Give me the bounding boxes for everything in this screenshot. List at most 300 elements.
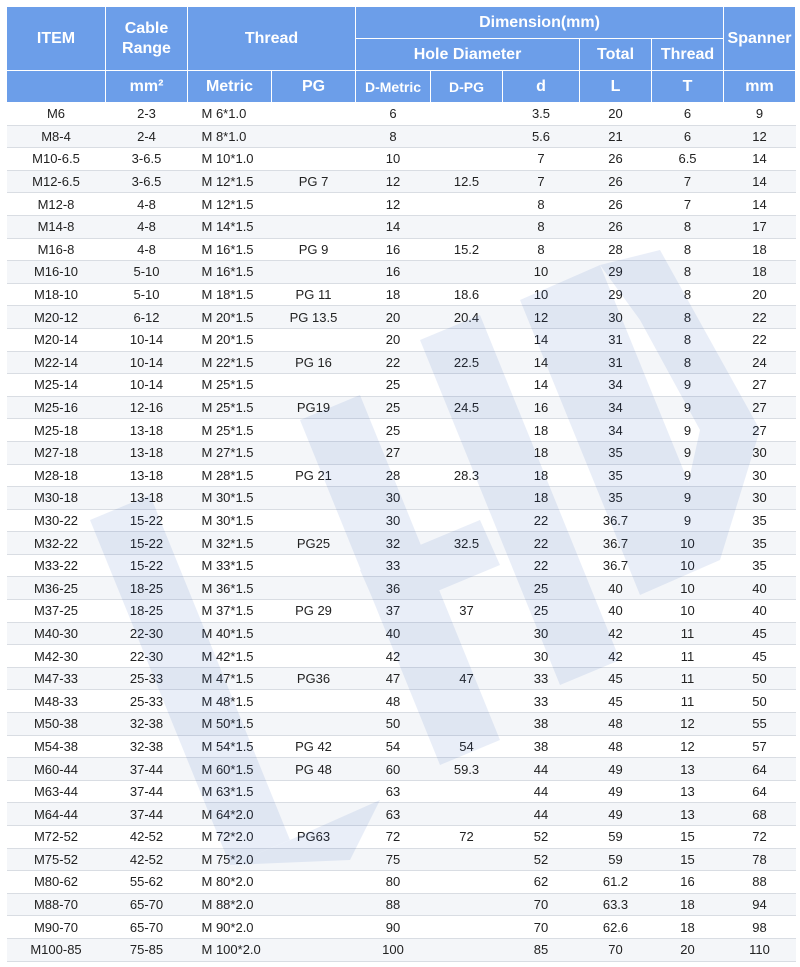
cell-pg [272, 215, 356, 238]
cell-d: 30 [503, 645, 580, 668]
cell-d: 8 [503, 193, 580, 216]
cell-pg [272, 487, 356, 510]
cell-d: 22 [503, 509, 580, 532]
cell-range: 2-4 [106, 125, 188, 148]
cell-spanner: 30 [724, 464, 796, 487]
cell-L: 26 [580, 215, 652, 238]
cell-range: 25-33 [106, 690, 188, 713]
cell-T: 13 [652, 780, 724, 803]
cell-metric: M 8*1.0 [188, 125, 272, 148]
cell-spanner: 88 [724, 871, 796, 894]
table-row [7, 396, 796, 419]
table-row [7, 261, 796, 284]
cell-spanner: 24 [724, 351, 796, 374]
cell-metric: M 10*1.0 [188, 148, 272, 171]
cell-L: 36.7 [580, 509, 652, 532]
cell-L: 31 [580, 351, 652, 374]
cell-d-pg [431, 893, 503, 916]
cell-pg [272, 193, 356, 216]
cell-L: 31 [580, 328, 652, 351]
cell-L: 63.3 [580, 893, 652, 916]
cell-range: 10-14 [106, 328, 188, 351]
cell-T: 9 [652, 464, 724, 487]
cell-d-metric: 63 [356, 780, 431, 803]
cell-d-metric: 90 [356, 916, 431, 939]
cell-spanner: 30 [724, 487, 796, 510]
cell-spanner: 45 [724, 622, 796, 645]
cell-d: 52 [503, 826, 580, 849]
cell-item: M25-18 [7, 419, 106, 442]
cell-pg: PG 13.5 [272, 306, 356, 329]
cell-range: 15-22 [106, 554, 188, 577]
cell-metric: M 40*1.5 [188, 622, 272, 645]
cell-metric: M 22*1.5 [188, 351, 272, 374]
cell-d-pg [431, 103, 503, 126]
table-row [7, 667, 796, 690]
table-row [7, 306, 796, 329]
cell-d-pg [431, 487, 503, 510]
cell-item: M50-38 [7, 713, 106, 736]
cell-range: 37-44 [106, 803, 188, 826]
cell-range: 12-16 [106, 396, 188, 419]
cell-range: 4-8 [106, 215, 188, 238]
cell-item: M48-33 [7, 690, 106, 713]
cell-d-pg: 72 [431, 826, 503, 849]
cell-d: 25 [503, 577, 580, 600]
cell-item: M33-22 [7, 554, 106, 577]
header-spanner-unit: mm [724, 71, 796, 103]
cell-d: 70 [503, 916, 580, 939]
cell-d-metric: 60 [356, 758, 431, 781]
cell-pg: PG 11 [272, 283, 356, 306]
cell-metric: M 75*2.0 [188, 848, 272, 871]
cell-d: 70 [503, 893, 580, 916]
cell-T: 6.5 [652, 148, 724, 171]
cell-T: 13 [652, 803, 724, 826]
header-T: T [652, 71, 724, 103]
cell-range: 5-10 [106, 261, 188, 284]
header-L: L [580, 71, 652, 103]
table-row [7, 351, 796, 374]
cell-d-pg: 54 [431, 735, 503, 758]
cell-d-metric: 16 [356, 238, 431, 261]
table-row [7, 419, 796, 442]
cell-pg [272, 893, 356, 916]
cell-range: 75-85 [106, 938, 188, 961]
cell-spanner: 40 [724, 577, 796, 600]
cell-d-pg [431, 848, 503, 871]
cell-L: 62.6 [580, 916, 652, 939]
header-metric: Metric [188, 71, 272, 103]
cell-range: 10-14 [106, 351, 188, 374]
cell-L: 34 [580, 374, 652, 397]
cell-item: M12-6.5 [7, 170, 106, 193]
cell-T: 8 [652, 351, 724, 374]
cell-item: M14-8 [7, 215, 106, 238]
cell-metric: M 88*2.0 [188, 893, 272, 916]
cell-d-metric: 48 [356, 690, 431, 713]
header-total: Total [580, 39, 652, 71]
cell-L: 35 [580, 487, 652, 510]
cell-item: M54-38 [7, 735, 106, 758]
cell-spanner: 64 [724, 780, 796, 803]
cell-d: 38 [503, 713, 580, 736]
cell-L: 21 [580, 125, 652, 148]
cell-spanner: 64 [724, 758, 796, 781]
cell-d-metric: 10 [356, 148, 431, 171]
cell-pg [272, 622, 356, 645]
cell-T: 8 [652, 215, 724, 238]
cell-d-metric: 40 [356, 622, 431, 645]
table-row [7, 803, 796, 826]
cell-item: M30-22 [7, 509, 106, 532]
cell-range: 3-6.5 [106, 148, 188, 171]
cell-metric: M 16*1.5 [188, 261, 272, 284]
cell-metric: M 80*2.0 [188, 871, 272, 894]
cell-d-metric: 100 [356, 938, 431, 961]
cell-item: M60-44 [7, 758, 106, 781]
cell-d: 85 [503, 938, 580, 961]
table-row [7, 170, 796, 193]
cell-d-metric: 20 [356, 328, 431, 351]
cell-item: M75-52 [7, 848, 106, 871]
cell-d-pg [431, 622, 503, 645]
cell-metric: M 25*1.5 [188, 396, 272, 419]
cell-pg [272, 328, 356, 351]
cell-item: M63-44 [7, 780, 106, 803]
table-row [7, 916, 796, 939]
cell-d-metric: 16 [356, 261, 431, 284]
cell-d-pg [431, 148, 503, 171]
cell-metric: M 50*1.5 [188, 713, 272, 736]
cell-spanner: 18 [724, 238, 796, 261]
cell-range: 42-52 [106, 826, 188, 849]
cell-L: 61.2 [580, 871, 652, 894]
cell-d-pg [431, 509, 503, 532]
cell-spanner: 17 [724, 215, 796, 238]
cell-T: 8 [652, 238, 724, 261]
cell-pg [272, 554, 356, 577]
cell-spanner: 110 [724, 938, 796, 961]
cell-d: 52 [503, 848, 580, 871]
cell-pg [272, 916, 356, 939]
cell-L: 40 [580, 600, 652, 623]
cell-T: 9 [652, 441, 724, 464]
cell-range: 13-18 [106, 464, 188, 487]
table-row [7, 125, 796, 148]
cell-d-metric: 28 [356, 464, 431, 487]
header-d-pg: D-PG [431, 71, 503, 103]
cell-range: 15-22 [106, 509, 188, 532]
cell-T: 10 [652, 600, 724, 623]
cell-d-pg [431, 328, 503, 351]
cell-d-pg [431, 938, 503, 961]
cell-d-metric: 30 [356, 487, 431, 510]
cell-d-metric: 36 [356, 577, 431, 600]
header-dimension: Dimension(mm) [356, 7, 724, 39]
cell-L: 29 [580, 283, 652, 306]
cell-d-pg: 47 [431, 667, 503, 690]
cell-spanner: 45 [724, 645, 796, 668]
cell-item: M28-18 [7, 464, 106, 487]
cell-spanner: 27 [724, 374, 796, 397]
cell-d: 3.5 [503, 103, 580, 126]
cell-d-metric: 47 [356, 667, 431, 690]
cell-d-metric: 12 [356, 193, 431, 216]
cell-T: 9 [652, 374, 724, 397]
cell-d-pg [431, 554, 503, 577]
table-row [7, 848, 796, 871]
cell-range: 65-70 [106, 916, 188, 939]
cell-item: M42-30 [7, 645, 106, 668]
cell-metric: M 47*1.5 [188, 667, 272, 690]
cell-d-metric: 6 [356, 103, 431, 126]
cell-T: 9 [652, 509, 724, 532]
spec-table-container [6, 6, 795, 962]
table-row [7, 148, 796, 171]
cell-T: 12 [652, 713, 724, 736]
cell-d: 7 [503, 148, 580, 171]
cell-metric: M 37*1.5 [188, 600, 272, 623]
cell-L: 20 [580, 103, 652, 126]
cell-d-metric: 88 [356, 893, 431, 916]
cell-d-metric: 30 [356, 509, 431, 532]
cell-metric: M 12*1.5 [188, 170, 272, 193]
cell-pg [272, 441, 356, 464]
table-row [7, 690, 796, 713]
cell-d-pg [431, 193, 503, 216]
cell-d-pg [431, 419, 503, 442]
table-row [7, 871, 796, 894]
cell-d-pg: 15.2 [431, 238, 503, 261]
cell-item: M18-10 [7, 283, 106, 306]
header-pg: PG [272, 71, 356, 103]
table-row [7, 554, 796, 577]
cell-d-pg [431, 871, 503, 894]
cell-metric: M 30*1.5 [188, 509, 272, 532]
cell-item: M16-8 [7, 238, 106, 261]
cell-metric: M 20*1.5 [188, 306, 272, 329]
cell-pg [272, 645, 356, 668]
cell-L: 26 [580, 148, 652, 171]
table-row [7, 487, 796, 510]
cell-d-pg: 24.5 [431, 396, 503, 419]
cell-d-pg [431, 780, 503, 803]
cell-d-pg: 22.5 [431, 351, 503, 374]
cell-pg [272, 713, 356, 736]
cell-d-pg [431, 803, 503, 826]
cell-d: 12 [503, 306, 580, 329]
cell-metric: M 25*1.5 [188, 419, 272, 442]
cell-L: 59 [580, 826, 652, 849]
cell-range: 18-25 [106, 577, 188, 600]
cell-T: 11 [652, 667, 724, 690]
cell-T: 9 [652, 487, 724, 510]
cell-L: 70 [580, 938, 652, 961]
table-row [7, 509, 796, 532]
cell-d-metric: 14 [356, 215, 431, 238]
cell-spanner: 68 [724, 803, 796, 826]
cell-T: 10 [652, 532, 724, 555]
cell-item: M16-10 [7, 261, 106, 284]
cell-pg [272, 803, 356, 826]
table-row [7, 238, 796, 261]
cell-d: 18 [503, 487, 580, 510]
cell-pg: PG 42 [272, 735, 356, 758]
cell-L: 42 [580, 645, 652, 668]
cell-item: M100-85 [7, 938, 106, 961]
cell-range: 10-14 [106, 374, 188, 397]
cell-spanner: 27 [724, 419, 796, 442]
cell-item: M36-25 [7, 577, 106, 600]
cell-d: 38 [503, 735, 580, 758]
cell-d-pg [431, 577, 503, 600]
cell-metric: M 64*2.0 [188, 803, 272, 826]
cell-T: 11 [652, 690, 724, 713]
cell-pg [272, 871, 356, 894]
cell-d-metric: 37 [356, 600, 431, 623]
cell-spanner: 18 [724, 261, 796, 284]
header-cable-unit: mm² [106, 71, 188, 103]
cell-d: 8 [503, 215, 580, 238]
cell-pg [272, 690, 356, 713]
cell-d: 30 [503, 622, 580, 645]
cell-L: 36.7 [580, 554, 652, 577]
table-row [7, 441, 796, 464]
cell-T: 11 [652, 645, 724, 668]
cell-spanner: 72 [724, 826, 796, 849]
cell-range: 22-30 [106, 622, 188, 645]
cell-metric: M 12*1.5 [188, 193, 272, 216]
cell-item: M10-6.5 [7, 148, 106, 171]
cell-metric: M 90*2.0 [188, 916, 272, 939]
cell-spanner: 78 [724, 848, 796, 871]
header-cable-range: Cable Range [106, 7, 188, 71]
cell-spanner: 35 [724, 554, 796, 577]
cell-item: M8-4 [7, 125, 106, 148]
cell-L: 45 [580, 667, 652, 690]
cell-spanner: 22 [724, 328, 796, 351]
cell-item: M80-62 [7, 871, 106, 894]
cell-range: 3-6.5 [106, 170, 188, 193]
cell-metric: M 60*1.5 [188, 758, 272, 781]
cell-d-metric: 12 [356, 170, 431, 193]
cell-d: 62 [503, 871, 580, 894]
header-d-metric: D-Metric [356, 71, 431, 103]
cell-d: 16 [503, 396, 580, 419]
cell-metric: M 6*1.0 [188, 103, 272, 126]
cell-metric: M 54*1.5 [188, 735, 272, 758]
cell-d-metric: 33 [356, 554, 431, 577]
cell-item: M37-25 [7, 600, 106, 623]
cell-metric: M 20*1.5 [188, 328, 272, 351]
cell-range: 22-30 [106, 645, 188, 668]
cell-d-metric: 25 [356, 419, 431, 442]
cell-pg [272, 374, 356, 397]
header-d: d [503, 71, 580, 103]
cell-d-pg [431, 261, 503, 284]
cell-metric: M 16*1.5 [188, 238, 272, 261]
cell-range: 13-18 [106, 441, 188, 464]
cell-item: M25-16 [7, 396, 106, 419]
cell-pg [272, 577, 356, 600]
cell-d-metric: 54 [356, 735, 431, 758]
cell-L: 28 [580, 238, 652, 261]
cell-metric: M 72*2.0 [188, 826, 272, 849]
header-hole-diameter: Hole Diameter [356, 39, 580, 71]
cell-T: 10 [652, 577, 724, 600]
cell-T: 20 [652, 938, 724, 961]
cell-range: 4-8 [106, 193, 188, 216]
table-row [7, 374, 796, 397]
table-row [7, 577, 796, 600]
cell-spanner: 14 [724, 170, 796, 193]
cell-item: M30-18 [7, 487, 106, 510]
cell-item: M12-8 [7, 193, 106, 216]
cell-d-pg [431, 645, 503, 668]
cell-d-pg [431, 374, 503, 397]
cell-range: 6-12 [106, 306, 188, 329]
cell-L: 45 [580, 690, 652, 713]
cell-range: 25-33 [106, 667, 188, 690]
cell-d: 33 [503, 690, 580, 713]
cell-item: M90-70 [7, 916, 106, 939]
cell-pg [272, 261, 356, 284]
cell-pg [272, 509, 356, 532]
cell-L: 48 [580, 735, 652, 758]
cell-spanner: 9 [724, 103, 796, 126]
cell-d-metric: 75 [356, 848, 431, 871]
cell-metric: M 33*1.5 [188, 554, 272, 577]
cell-T: 6 [652, 125, 724, 148]
cell-metric: M 18*1.5 [188, 283, 272, 306]
cell-item: M72-52 [7, 826, 106, 849]
cell-T: 15 [652, 826, 724, 849]
table-row [7, 622, 796, 645]
cell-spanner: 27 [724, 396, 796, 419]
cell-T: 16 [652, 871, 724, 894]
cell-T: 8 [652, 283, 724, 306]
cell-range: 18-25 [106, 600, 188, 623]
cell-spanner: 94 [724, 893, 796, 916]
table-row [7, 600, 796, 623]
cell-range: 13-18 [106, 419, 188, 442]
cell-d-metric: 25 [356, 396, 431, 419]
cell-T: 9 [652, 419, 724, 442]
cell-spanner: 98 [724, 916, 796, 939]
cell-T: 18 [652, 893, 724, 916]
cell-d: 22 [503, 532, 580, 555]
cell-d-pg [431, 441, 503, 464]
cell-L: 42 [580, 622, 652, 645]
cell-T: 8 [652, 306, 724, 329]
cell-L: 49 [580, 780, 652, 803]
cell-spanner: 12 [724, 125, 796, 148]
cell-metric: M 32*1.5 [188, 532, 272, 555]
cell-T: 9 [652, 396, 724, 419]
cell-d-metric: 50 [356, 713, 431, 736]
cell-pg: PG19 [272, 396, 356, 419]
cell-d-pg: 59.3 [431, 758, 503, 781]
cell-d: 5.6 [503, 125, 580, 148]
cell-item: M64-44 [7, 803, 106, 826]
cell-pg: PG 9 [272, 238, 356, 261]
table-row [7, 758, 796, 781]
cell-d-metric: 80 [356, 871, 431, 894]
cell-d-pg [431, 215, 503, 238]
cell-metric: M 42*1.5 [188, 645, 272, 668]
cell-range: 37-44 [106, 780, 188, 803]
